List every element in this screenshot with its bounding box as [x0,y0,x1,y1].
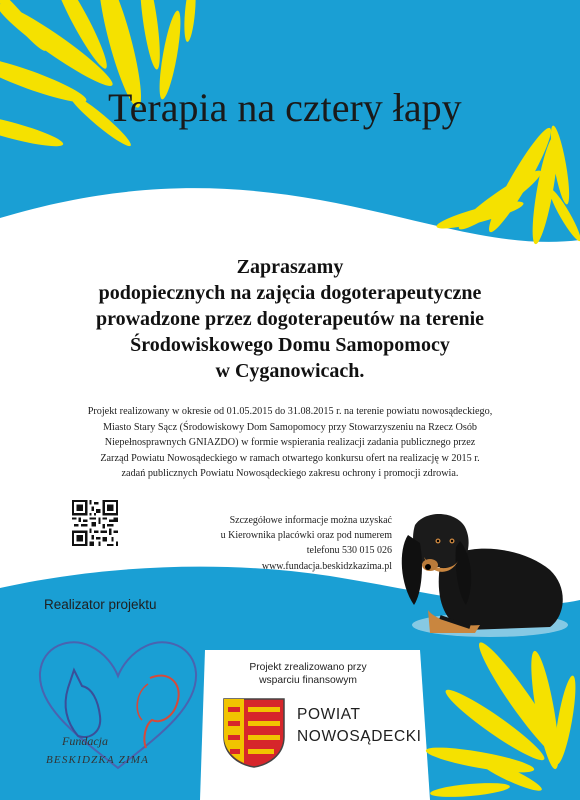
support-line: Projekt zrealizowano przy [249,662,367,673]
foundation-logo-text: Fundacja [62,734,108,748]
invitation-line: w Cyganowicach. [215,360,365,382]
support-text [228,661,388,687]
powiat-name-line: NOWOSĄDECKI [297,728,422,745]
project-info-line: Zarząd Powiatu Nowosądeckiego w ramach otwartego konkursu ofert na realizację w 2015 r. [100,452,480,464]
foundation-heart-logo [30,628,205,773]
invitation-line: prowadzone przez dogoterapeutów na terenie [95,308,485,330]
project-info-line: Niepełnosprawnych GNIAZDO) w formie wspierania realizacji zadania publicznego przez [104,437,476,449]
powiat-name [297,704,422,748]
qr-code-icon[interactable] [72,500,118,546]
support-line: wsparciu finansowym [259,675,357,686]
contact-phone[interactable]: telefonu 530 015 026 [306,545,392,557]
invitation-line: podopiecznych na zajęcia dogoterapeutyczne [98,282,482,304]
project-info-line: Projekt realizowany w okresie od 01.05.2015 do 31.08.2015 r. na terenie powiatu nowosądeckiego, [87,406,493,417]
dog-photo [380,505,570,645]
powiat-crest-icon [222,697,286,769]
project-info-line: zadań publicznych Powiatu Nowosądeckiego zakresu ochrony i promocji zdrowia. [121,468,459,480]
foundation-logo-name: BESKIDZKA ZIMA [46,754,150,766]
contact-line: u Kierownika placówki oraz pod numerem [220,530,392,542]
invitation-text [0,254,580,384]
project-info-line: Miasto Stary Sącz (Środowiskowy Dom Samopomocy przy Stowarzyszeniu na Rzecz Osób [102,421,478,433]
contact-line: Szczegółowe informacje można uzyskać [229,515,392,526]
powiat-name-line: POWIAT [297,706,361,723]
invitation-line: Środowiskowego Domu Samopomocy [130,334,450,356]
realizator-label: Realizator projektu [44,597,157,612]
project-info [30,404,550,482]
invitation-line: Zapraszamy [236,256,344,278]
page-title: Terapia na cztery łapy [108,85,462,130]
contact-info [150,513,392,574]
contact-website-link[interactable]: www.fundacja.beskidzkazima.pl [261,560,392,572]
